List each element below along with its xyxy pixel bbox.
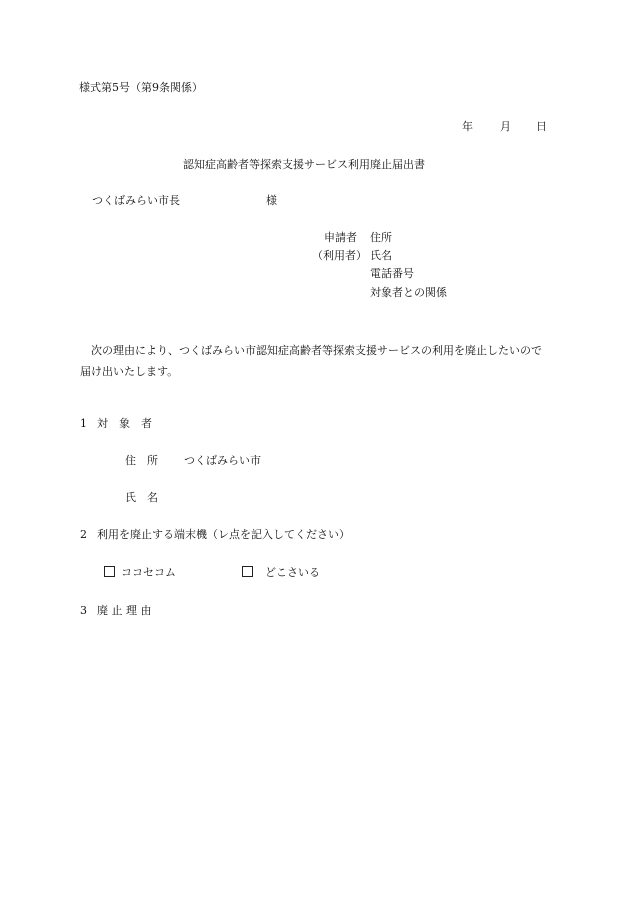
date-year: 年 (462, 120, 473, 133)
section3-title: 廃 止 理 由 (97, 604, 152, 617)
option-dokosairu[interactable] (242, 566, 320, 580)
document-title: 認知症高齢者等探索支援サービス利用廃止届出書 (183, 158, 425, 171)
applicant-field-address: 住所 (370, 231, 392, 244)
section1-title: 対 象 者 (97, 417, 152, 430)
option-dokosairu-label: どこさいる (265, 566, 320, 579)
section1-address-label: 住 所 (125, 454, 158, 467)
applicant-field-phone: 電話番号 (370, 267, 414, 280)
section1-address-value: つくばみらい市 (184, 454, 261, 467)
option-cocosecom[interactable] (104, 566, 176, 580)
form-number: 様式第5号（第9条関係） (79, 81, 203, 94)
applicant-field-name: 氏名 (370, 249, 392, 262)
section1-name-label: 氏 名 (125, 491, 158, 504)
applicant-label: 申請者 (324, 231, 357, 244)
option-cocosecom-label: ココセコム (121, 566, 176, 579)
applicant-sub-label: （利用者） (312, 249, 367, 262)
section1-number: 1 (80, 417, 87, 430)
addressee-name: つくばみらい市長 (92, 194, 180, 207)
addressee-honorific: 様 (266, 194, 277, 207)
section2-number: 2 (80, 528, 87, 541)
date-day: 日 (536, 120, 547, 133)
checkbox-cocosecom[interactable] (104, 566, 115, 577)
date-month: 月 (500, 120, 511, 133)
body-paragraph: 次の理由により、つくばみらい市認知症高齢者等探索支援サービスの利用を廃止したいので届け出いたします。 (80, 344, 542, 378)
section2-title: 利用を廃止する端末機（レ点を記入してください） (97, 528, 350, 541)
applicant-field-relation: 対象者との関係 (370, 286, 447, 299)
section3-number: 3 (80, 604, 87, 617)
checkbox-dokosairu[interactable] (242, 566, 253, 577)
